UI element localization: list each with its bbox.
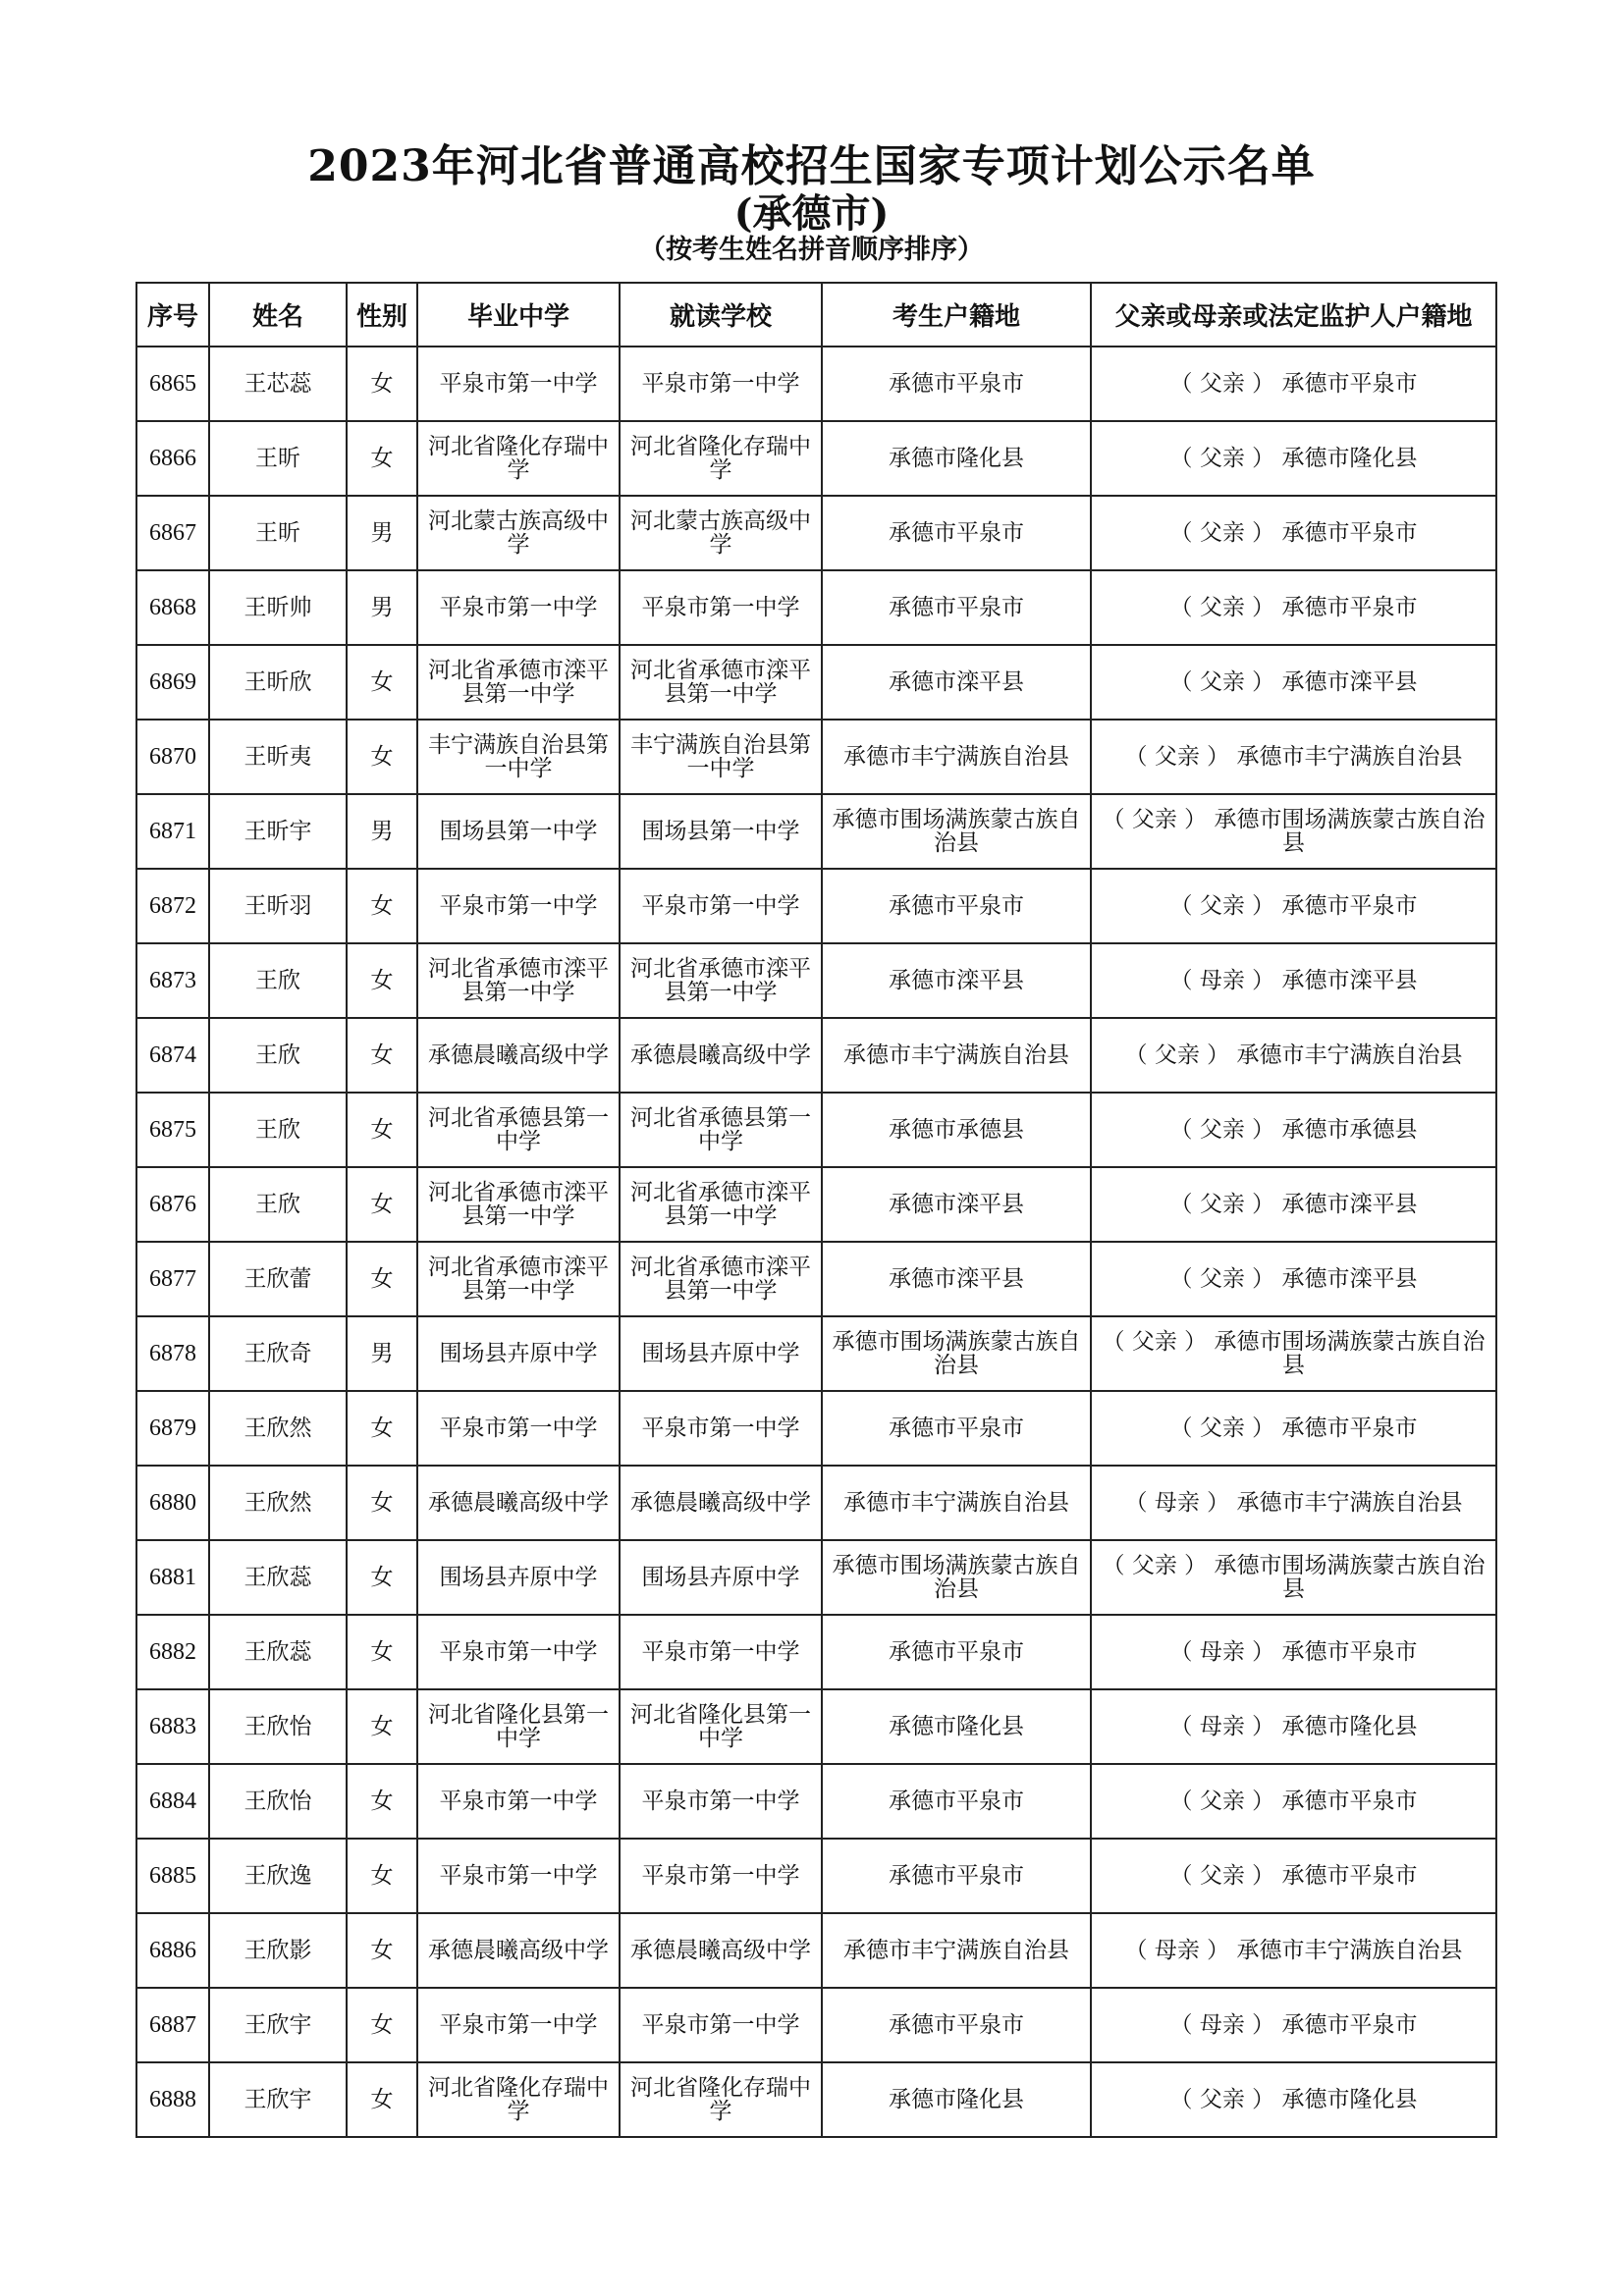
table-row	[136, 1242, 1496, 1316]
cell-guardian-residence: （ 父亲 ） 承德市滦平县	[1091, 1167, 1496, 1242]
cell-name: 王欣	[209, 1167, 347, 1242]
cell-gender: 男	[347, 1316, 417, 1391]
document-title: 2023年河北省普通高校招生国家专项计划公示名单	[307, 141, 1316, 191]
cell-gender: 男	[347, 570, 417, 645]
cell-graduated-school: 承德晨曦高级中学	[417, 1913, 620, 1988]
cell-graduated-school: 平泉市第一中学	[417, 1615, 620, 1689]
header-graduated-school: 毕业中学	[417, 283, 620, 347]
document-subtitle: (承德市)	[733, 190, 890, 237]
cell-student-residence: 承德市平泉市	[822, 347, 1091, 421]
cell-graduated-school: 河北省承德县第一中学	[417, 1093, 620, 1167]
table-row	[136, 1093, 1496, 1167]
table-row	[136, 1167, 1496, 1242]
cell-attending-school: 承德晨曦高级中学	[620, 1018, 822, 1093]
cell-graduated-school: 承德晨曦高级中学	[417, 1018, 620, 1093]
cell-graduated-school: 河北省承德市滦平县第一中学	[417, 943, 620, 1018]
cell-guardian-residence: （ 父亲 ） 承德市平泉市	[1091, 869, 1496, 943]
cell-name: 王欣怡	[209, 1689, 347, 1764]
cell-name: 王欣怡	[209, 1764, 347, 1839]
cell-name: 王欣然	[209, 1466, 347, 1540]
table-row	[136, 1764, 1496, 1839]
cell-seq: 6868	[136, 570, 209, 645]
cell-student-residence: 承德市滦平县	[822, 645, 1091, 720]
cell-seq: 6871	[136, 794, 209, 869]
cell-gender: 女	[347, 869, 417, 943]
cell-graduated-school: 河北省隆化县第一中学	[417, 1689, 620, 1764]
cell-seq: 6867	[136, 496, 209, 570]
cell-name: 王欣宇	[209, 1988, 347, 2062]
cell-seq: 6877	[136, 1242, 209, 1316]
cell-attending-school: 平泉市第一中学	[620, 1764, 822, 1839]
cell-graduated-school: 平泉市第一中学	[417, 869, 620, 943]
cell-name: 王欣	[209, 1093, 347, 1167]
table-row	[136, 645, 1496, 720]
cell-guardian-residence: （ 父亲 ） 承德市平泉市	[1091, 496, 1496, 570]
cell-graduated-school: 平泉市第一中学	[417, 1391, 620, 1466]
cell-student-residence: 承德市隆化县	[822, 421, 1091, 496]
cell-student-residence: 承德市丰宁满族自治县	[822, 1466, 1091, 1540]
cell-guardian-residence: （ 母亲 ） 承德市隆化县	[1091, 1689, 1496, 1764]
cell-attending-school: 平泉市第一中学	[620, 1615, 822, 1689]
cell-name: 王昕羽	[209, 869, 347, 943]
cell-seq: 6873	[136, 943, 209, 1018]
cell-name: 王欣蕊	[209, 1615, 347, 1689]
cell-name: 王欣影	[209, 1913, 347, 1988]
cell-gender: 女	[347, 1018, 417, 1093]
cell-name: 王昕欣	[209, 645, 347, 720]
cell-attending-school: 承德晨曦高级中学	[620, 1466, 822, 1540]
cell-attending-school: 河北省隆化存瑞中学	[620, 421, 822, 496]
cell-seq: 6876	[136, 1167, 209, 1242]
cell-name: 王芯蕊	[209, 347, 347, 421]
table-row	[136, 1316, 1496, 1391]
cell-name: 王昕	[209, 496, 347, 570]
cell-attending-school: 丰宁满族自治县第一中学	[620, 720, 822, 794]
cell-student-residence: 承德市平泉市	[822, 1615, 1091, 1689]
cell-student-residence: 承德市围场满族蒙古族自治县	[822, 1316, 1091, 1391]
header-attending-school: 就读学校	[620, 283, 822, 347]
table-row	[136, 570, 1496, 645]
cell-student-residence: 承德市丰宁满族自治县	[822, 720, 1091, 794]
cell-seq: 6881	[136, 1540, 209, 1615]
cell-guardian-residence: （ 父亲 ） 承德市平泉市	[1091, 1764, 1496, 1839]
cell-attending-school: 河北省隆化县第一中学	[620, 1689, 822, 1764]
cell-seq: 6886	[136, 1913, 209, 1988]
table-row	[136, 1540, 1496, 1615]
table-row	[136, 1466, 1496, 1540]
cell-seq: 6883	[136, 1689, 209, 1764]
cell-name: 王欣蕊	[209, 1540, 347, 1615]
cell-gender: 女	[347, 1466, 417, 1540]
cell-seq: 6888	[136, 2062, 209, 2137]
cell-graduated-school: 平泉市第一中学	[417, 1839, 620, 1913]
cell-guardian-residence: （ 母亲 ） 承德市平泉市	[1091, 1988, 1496, 2062]
roster-table	[135, 282, 1497, 2138]
cell-student-residence: 承德市平泉市	[822, 1839, 1091, 1913]
table-row	[136, 1689, 1496, 1764]
cell-attending-school: 河北省承德市滦平县第一中学	[620, 1167, 822, 1242]
table-row	[136, 1988, 1496, 2062]
cell-name: 王欣	[209, 1018, 347, 1093]
cell-seq: 6872	[136, 869, 209, 943]
cell-gender: 女	[347, 421, 417, 496]
cell-seq: 6885	[136, 1839, 209, 1913]
cell-name: 王昕宇	[209, 794, 347, 869]
cell-student-residence: 承德市滦平县	[822, 1167, 1091, 1242]
cell-name: 王欣蕾	[209, 1242, 347, 1316]
cell-student-residence: 承德市丰宁满族自治县	[822, 1018, 1091, 1093]
cell-attending-school: 平泉市第一中学	[620, 1391, 822, 1466]
table-row	[136, 943, 1496, 1018]
cell-name: 王欣然	[209, 1391, 347, 1466]
cell-seq: 6865	[136, 347, 209, 421]
cell-name: 王欣奇	[209, 1316, 347, 1391]
cell-graduated-school: 河北省承德市滦平县第一中学	[417, 1242, 620, 1316]
table-header-row	[136, 283, 1496, 347]
cell-graduated-school: 河北省承德市滦平县第一中学	[417, 1167, 620, 1242]
cell-graduated-school: 平泉市第一中学	[417, 347, 620, 421]
cell-guardian-residence: （ 父亲 ） 承德市围场满族蒙古族自治县	[1091, 1540, 1496, 1615]
cell-guardian-residence: （ 父亲 ） 承德市围场满族蒙古族自治县	[1091, 794, 1496, 869]
cell-name: 王欣逸	[209, 1839, 347, 1913]
cell-gender: 女	[347, 943, 417, 1018]
cell-guardian-residence: （ 父亲 ） 承德市平泉市	[1091, 1391, 1496, 1466]
cell-name: 王欣宇	[209, 2062, 347, 2137]
cell-graduated-school: 围场县卉原中学	[417, 1540, 620, 1615]
table-row	[136, 1839, 1496, 1913]
cell-student-residence: 承德市平泉市	[822, 496, 1091, 570]
cell-gender: 女	[347, 347, 417, 421]
header-student-residence: 考生户籍地	[822, 283, 1091, 347]
cell-name: 王昕	[209, 421, 347, 496]
cell-attending-school: 平泉市第一中学	[620, 570, 822, 645]
cell-gender: 女	[347, 1615, 417, 1689]
cell-gender: 女	[347, 1689, 417, 1764]
cell-guardian-residence: （ 父亲 ） 承德市丰宁满族自治县	[1091, 720, 1496, 794]
cell-attending-school: 平泉市第一中学	[620, 1839, 822, 1913]
cell-name: 王昕帅	[209, 570, 347, 645]
cell-guardian-residence: （ 父亲 ） 承德市隆化县	[1091, 421, 1496, 496]
cell-attending-school: 围场县卉原中学	[620, 1316, 822, 1391]
cell-student-residence: 承德市平泉市	[822, 869, 1091, 943]
cell-attending-school: 河北省承德县第一中学	[620, 1093, 822, 1167]
cell-name: 王昕夷	[209, 720, 347, 794]
cell-student-residence: 承德市承德县	[822, 1093, 1091, 1167]
cell-guardian-residence: （ 母亲 ） 承德市丰宁满族自治县	[1091, 1466, 1496, 1540]
cell-seq: 6884	[136, 1764, 209, 1839]
cell-seq: 6878	[136, 1316, 209, 1391]
cell-guardian-residence: （ 母亲 ） 承德市滦平县	[1091, 943, 1496, 1018]
cell-gender: 女	[347, 1839, 417, 1913]
table-row	[136, 1615, 1496, 1689]
cell-guardian-residence: （ 父亲 ） 承德市隆化县	[1091, 2062, 1496, 2137]
cell-guardian-residence: （ 父亲 ） 承德市承德县	[1091, 1093, 1496, 1167]
cell-guardian-residence: （ 父亲 ） 承德市滦平县	[1091, 645, 1496, 720]
cell-attending-school: 河北省隆化存瑞中学	[620, 2062, 822, 2137]
cell-attending-school: 围场县第一中学	[620, 794, 822, 869]
header-guardian-residence: 父亲或母亲或法定监护人户籍地	[1091, 283, 1496, 347]
cell-seq: 6882	[136, 1615, 209, 1689]
cell-seq: 6866	[136, 421, 209, 496]
cell-attending-school: 河北蒙古族高级中学	[620, 496, 822, 570]
cell-attending-school: 平泉市第一中学	[620, 869, 822, 943]
cell-gender: 男	[347, 496, 417, 570]
cell-graduated-school: 河北省隆化存瑞中学	[417, 2062, 620, 2137]
table-row	[136, 794, 1496, 869]
cell-seq: 6874	[136, 1018, 209, 1093]
cell-graduated-school: 河北蒙古族高级中学	[417, 496, 620, 570]
sort-note: （按考生姓名拼音顺序排序）	[639, 235, 984, 265]
cell-seq: 6879	[136, 1391, 209, 1466]
cell-student-residence: 承德市平泉市	[822, 570, 1091, 645]
table-row	[136, 1391, 1496, 1466]
cell-gender: 女	[347, 1391, 417, 1466]
cell-graduated-school: 围场县第一中学	[417, 794, 620, 869]
header-seq: 序号	[136, 283, 209, 347]
cell-guardian-residence: （ 父亲 ） 承德市平泉市	[1091, 1839, 1496, 1913]
cell-student-residence: 承德市隆化县	[822, 2062, 1091, 2137]
cell-name: 王欣	[209, 943, 347, 1018]
cell-attending-school: 平泉市第一中学	[620, 1988, 822, 2062]
cell-graduated-school: 围场县卉原中学	[417, 1316, 620, 1391]
cell-gender: 女	[347, 720, 417, 794]
cell-gender: 女	[347, 1540, 417, 1615]
table-row	[136, 1913, 1496, 1988]
cell-seq: 6875	[136, 1093, 209, 1167]
header-gender: 性别	[347, 283, 417, 347]
cell-graduated-school: 丰宁满族自治县第一中学	[417, 720, 620, 794]
table-row	[136, 347, 1496, 421]
cell-gender: 女	[347, 1167, 417, 1242]
cell-graduated-school: 河北省隆化存瑞中学	[417, 421, 620, 496]
cell-guardian-residence: （ 父亲 ） 承德市平泉市	[1091, 347, 1496, 421]
table-row	[136, 720, 1496, 794]
cell-graduated-school: 平泉市第一中学	[417, 570, 620, 645]
cell-gender: 女	[347, 1764, 417, 1839]
cell-student-residence: 承德市丰宁满族自治县	[822, 1913, 1091, 1988]
table-row	[136, 496, 1496, 570]
cell-guardian-residence: （ 母亲 ） 承德市平泉市	[1091, 1615, 1496, 1689]
cell-student-residence: 承德市围场满族蒙古族自治县	[822, 794, 1091, 869]
cell-graduated-school: 平泉市第一中学	[417, 1764, 620, 1839]
cell-graduated-school: 平泉市第一中学	[417, 1988, 620, 2062]
cell-gender: 男	[347, 794, 417, 869]
cell-seq: 6887	[136, 1988, 209, 2062]
table-row	[136, 421, 1496, 496]
header-name: 姓名	[209, 283, 347, 347]
cell-attending-school: 围场县卉原中学	[620, 1540, 822, 1615]
cell-gender: 女	[347, 1988, 417, 2062]
cell-guardian-residence: （ 父亲 ） 承德市丰宁满族自治县	[1091, 1018, 1496, 1093]
table-row	[136, 2062, 1496, 2137]
cell-attending-school: 河北省承德市滦平县第一中学	[620, 645, 822, 720]
cell-student-residence: 承德市隆化县	[822, 1689, 1091, 1764]
table-row	[136, 869, 1496, 943]
cell-guardian-residence: （ 父亲 ） 承德市滦平县	[1091, 1242, 1496, 1316]
table-row	[136, 1018, 1496, 1093]
cell-gender: 女	[347, 2062, 417, 2137]
cell-seq: 6880	[136, 1466, 209, 1540]
cell-student-residence: 承德市平泉市	[822, 1391, 1091, 1466]
cell-student-residence: 承德市围场满族蒙古族自治县	[822, 1540, 1091, 1615]
cell-gender: 女	[347, 1242, 417, 1316]
cell-graduated-school: 承德晨曦高级中学	[417, 1466, 620, 1540]
cell-guardian-residence: （ 母亲 ） 承德市丰宁满族自治县	[1091, 1913, 1496, 1988]
cell-student-residence: 承德市滦平县	[822, 1242, 1091, 1316]
cell-guardian-residence: （ 父亲 ） 承德市平泉市	[1091, 570, 1496, 645]
cell-student-residence: 承德市平泉市	[822, 1988, 1091, 2062]
cell-student-residence: 承德市平泉市	[822, 1764, 1091, 1839]
cell-attending-school: 平泉市第一中学	[620, 347, 822, 421]
cell-gender: 女	[347, 1093, 417, 1167]
cell-graduated-school: 河北省承德市滦平县第一中学	[417, 645, 620, 720]
cell-gender: 女	[347, 1913, 417, 1988]
cell-attending-school: 承德晨曦高级中学	[620, 1913, 822, 1988]
cell-student-residence: 承德市滦平县	[822, 943, 1091, 1018]
cell-gender: 女	[347, 645, 417, 720]
cell-seq: 6870	[136, 720, 209, 794]
cell-seq: 6869	[136, 645, 209, 720]
cell-guardian-residence: （ 父亲 ） 承德市围场满族蒙古族自治县	[1091, 1316, 1496, 1391]
cell-attending-school: 河北省承德市滦平县第一中学	[620, 1242, 822, 1316]
cell-attending-school: 河北省承德市滦平县第一中学	[620, 943, 822, 1018]
